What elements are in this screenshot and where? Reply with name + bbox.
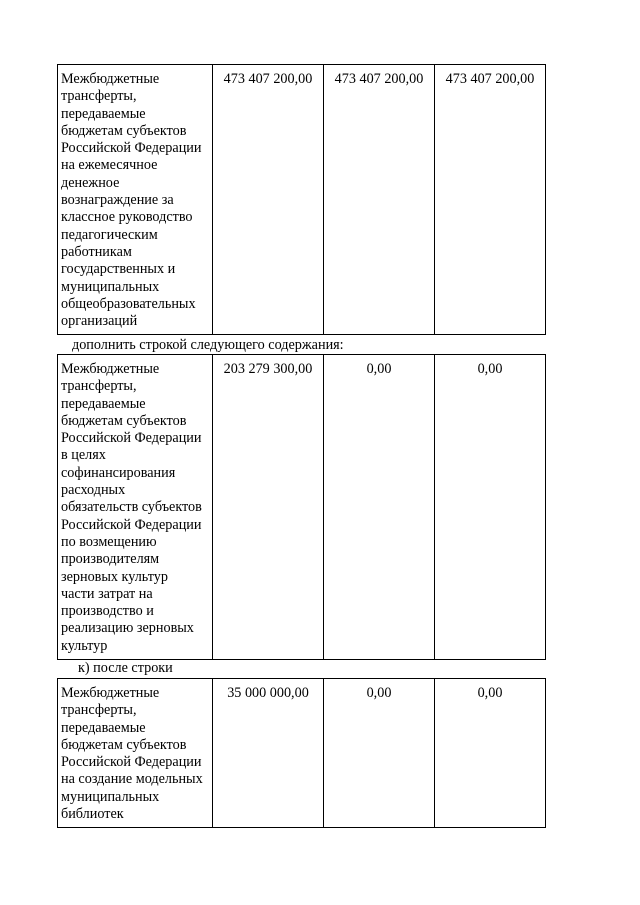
description-line: передаваемые xyxy=(61,105,146,122)
value-cell-3: 0,00 xyxy=(435,355,546,660)
description-line: муниципальных xyxy=(61,278,160,295)
value-cell-3: 473 407 200,00 xyxy=(435,65,546,335)
description-line: государственных и xyxy=(61,261,176,278)
description-line: софинансирования xyxy=(61,464,176,481)
value-cell-1: 203 279 300,00 xyxy=(213,355,324,660)
description-line: работникам xyxy=(61,243,132,260)
description-line: Российской Федерации xyxy=(61,140,202,157)
description-line: Межбюджетные xyxy=(61,361,160,377)
description-line: бюджетам субъектов xyxy=(61,122,187,139)
budget-table-3 xyxy=(57,678,546,828)
description-line: трансферты, xyxy=(61,702,137,719)
budget-table-1 xyxy=(57,64,546,335)
description-line: трансферты, xyxy=(61,378,137,395)
description-line: муниципальных xyxy=(61,788,160,805)
description-line: бюджетам субъектов xyxy=(61,736,187,753)
instruction-text-add-row: дополнить строкой следующего содержания: xyxy=(72,337,344,353)
value-cell-1: 473 407 200,00 xyxy=(213,65,324,335)
description-line: Российской Федерации xyxy=(61,516,202,533)
description-line: Межбюджетные xyxy=(61,71,160,87)
table-row xyxy=(58,65,546,335)
table-row xyxy=(58,679,546,828)
description-line: общеобразовательных xyxy=(61,295,196,312)
value-cell-2: 0,00 xyxy=(324,355,435,660)
description-line: вознаграждение за xyxy=(61,192,174,209)
description-line: по возмещению xyxy=(61,533,157,550)
instruction-text-after-row: к) после строки xyxy=(78,660,173,676)
description-line: производителям xyxy=(61,551,160,568)
description-line: бюджетам субъектов xyxy=(61,412,187,429)
description-line: Межбюджетные xyxy=(61,685,160,701)
description-line: передаваемые xyxy=(61,395,146,412)
table-row xyxy=(58,355,546,660)
description-line: в целях xyxy=(61,447,106,464)
value-cell-2: 0,00 xyxy=(324,679,435,828)
description-line: Российской Федерации xyxy=(61,430,202,447)
description-line: реализацию зерновых xyxy=(61,620,194,637)
description-line: педагогическим xyxy=(61,226,158,243)
description-line: трансферты, xyxy=(61,88,137,105)
value-cell-2: 473 407 200,00 xyxy=(324,65,435,335)
description-line: на ежемесячное xyxy=(61,157,158,174)
budget-table-2 xyxy=(57,354,546,660)
description-line: культур xyxy=(61,637,108,654)
description-line: денежное xyxy=(61,174,120,191)
value-cell-1: 35 000 000,00 xyxy=(213,679,324,828)
description-line: расходных xyxy=(61,482,126,499)
row-description xyxy=(58,65,213,335)
row-description xyxy=(58,355,213,660)
description-line: организаций xyxy=(61,313,138,330)
description-line: классное руководство xyxy=(61,209,193,226)
description-line: Российской Федерации xyxy=(61,754,202,771)
description-line: передаваемые xyxy=(61,719,146,736)
description-line: библиотек xyxy=(61,806,124,823)
row-description xyxy=(58,679,213,828)
description-line: зерновых культур xyxy=(61,568,168,585)
description-line: обязательств субъектов xyxy=(61,499,202,516)
description-line: на создание модельных xyxy=(61,771,203,788)
description-line: производство и xyxy=(61,603,154,620)
value-cell-3: 0,00 xyxy=(435,679,546,828)
description-line: части затрат на xyxy=(61,585,153,602)
